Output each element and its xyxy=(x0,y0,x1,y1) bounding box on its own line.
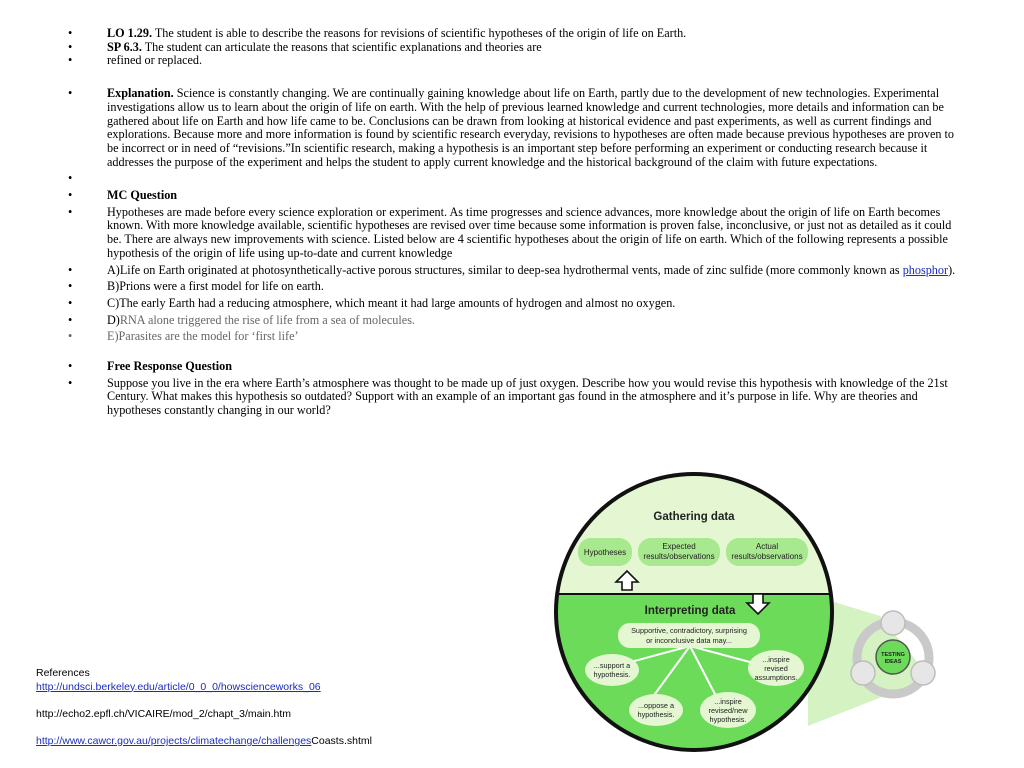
inspire-new-label-2: revised/new xyxy=(708,706,748,715)
option-d-prefix: D) xyxy=(107,312,120,327)
list-item xyxy=(64,330,964,344)
list-item xyxy=(64,206,964,261)
list-item xyxy=(64,360,964,374)
inspire-assumptions-label-1: ...inspire xyxy=(762,655,790,664)
explanation-label: Explanation. xyxy=(107,86,174,101)
option-a-end: ). xyxy=(948,262,956,277)
list-item xyxy=(64,54,964,68)
refined-text: refined or replaced. xyxy=(107,53,203,68)
bullet: • xyxy=(68,188,73,203)
interpreting-title: Interpreting data xyxy=(644,605,736,617)
expected-label-1: Expected xyxy=(662,542,696,551)
bullet: • xyxy=(68,39,73,54)
list-item xyxy=(64,87,964,169)
center-label-1: Supportive, contradictory, surprising xyxy=(631,626,747,635)
reference-link-3[interactable]: http://www.cawcr.gov.au/projects/climatechange/challenges xyxy=(36,734,312,747)
fr-text: Suppose you live in the era where Earth’s atmosphere was thought to be made up of just oxygen. Describe how you would revise this hypothesis with knowledge of the 21st Century. What makes this hypothesis so outdated? Support with an example of an important gas found in the atmosphere and it’s purpose in life. Why are theories and hypotheses constantly changing in our world? xyxy=(107,375,948,418)
actual-label-1: Actual xyxy=(755,542,779,551)
testing-label-1: TESTING xyxy=(881,652,905,658)
list-item xyxy=(64,27,964,41)
option-c: C)The early Earth had a reducing atmosphere, which meant it had large amounts of hydrogen and almost no oxygen. xyxy=(107,295,676,310)
lo-text: The student is able to describe the reasons for revisions of scientific hypotheses of the origin of life on Earth. xyxy=(152,26,687,40)
actual-label-2: results/observations xyxy=(731,552,803,561)
oppose-label-2: hypothesis. xyxy=(637,710,675,719)
fr-heading: Free Response Question xyxy=(107,359,233,374)
testing-label-2: IDEAS xyxy=(884,659,902,665)
expected-label-2: results/observations xyxy=(643,552,715,561)
mc-heading: MC Question xyxy=(107,188,178,203)
option-a: A)Life on Earth originated at photosynthetically-active porous structures, similar to deep-sea hydrothermal vents, made of zinc sulfide (more commonly known as xyxy=(107,262,903,277)
support-label-2: hypothesis. xyxy=(593,670,631,679)
inspire-new-label-1: ...inspire xyxy=(714,697,742,706)
references-section xyxy=(36,667,372,749)
support-label-1: ...support a xyxy=(593,661,631,670)
science-process-diagram xyxy=(550,468,950,758)
reference-link-3-suffix: Coasts.shtml xyxy=(311,734,372,747)
list-item xyxy=(64,189,964,203)
list-item xyxy=(64,280,964,294)
bullet: • xyxy=(68,279,73,294)
phosphor-link[interactable]: phosphor xyxy=(902,262,949,277)
inspire-new-label-3: hypothesis. xyxy=(709,715,747,724)
bullet: • xyxy=(68,26,73,40)
list-item xyxy=(64,264,964,278)
lo-label: LO 1.29. xyxy=(107,26,153,40)
option-d: RNA alone triggered the rise of life from a sea of molecules. xyxy=(119,312,415,327)
bullet: • xyxy=(68,53,73,68)
bullet: • xyxy=(68,312,73,327)
inspire-assumptions-label-3: assumptions. xyxy=(754,673,798,682)
option-e: E)Parasites are the model for ‘first life’ xyxy=(107,329,299,344)
oppose-label-1: ...oppose a xyxy=(637,701,675,710)
list-item xyxy=(64,172,964,186)
reference-text-2: http://echo2.epfl.ch/VICAIRE/mod_2/chapt_3/main.htm xyxy=(36,707,292,720)
sp-text: The student can articulate the reasons that scientific explanations and theories are xyxy=(141,39,542,54)
inspire-assumptions-label-2: revised xyxy=(764,664,788,673)
bullet: • xyxy=(68,329,73,344)
bullet: • xyxy=(68,295,73,310)
bullet: • xyxy=(68,86,73,101)
list-item xyxy=(64,41,964,55)
list-item xyxy=(64,297,964,311)
bullet: • xyxy=(68,359,73,374)
explanation-text: Science is constantly changing. We are continually gaining knowledge about life on Earth, partly due to the development of new technologies. Experimental investigations allow us to learn about the origin of life on earth. With the help of previous learned knowledge and current technologies, more details and information can be gathered about life on Earth and how life came to be. Conclusions can be drawn from looking at historical evidence and past experiments, as well as current findings and explorations. Because more and more information is found by scientific research everyday, revisions to hypotheses are often made because previous hypotheses are proven to be incorrect or in need of “revisions.”In scientific research, making a hypothesis is an important step before performing an experiment or conducting research because it addresses the purpose of the experiment and helps the student to apply current knowledge and the historical background of the claim with future expectations. xyxy=(107,86,954,169)
option-b: B)Prions were a first model for life on earth. xyxy=(107,279,324,294)
list-item xyxy=(64,314,964,328)
center-label-2: or inconclusive data may... xyxy=(646,636,732,645)
list-item xyxy=(64,377,964,418)
gathering-title: Gathering data xyxy=(653,511,735,523)
bullet-list xyxy=(64,27,964,418)
sp-label: SP 6.3. xyxy=(107,39,142,54)
bullet: • xyxy=(68,262,73,277)
bullet: • xyxy=(68,375,73,390)
bullet: • xyxy=(68,204,73,219)
hypotheses-label: Hypotheses xyxy=(583,548,627,557)
references-title: References xyxy=(36,667,90,679)
mc-stem: Hypotheses are made before every science exploration or experiment. As time progresses and science advances, more knowledge about the origin of life on Earth becomes known. With more knowledge available, scientific hypotheses are revised over time because some information is proven false, inconclusive, or just not as detailed as it could be. There are always new improvements with science. Listed below are 4 scientific hypotheses about the origin of life on earth. Which of the following represents a possible hypothesis of the origin of life using up-to-date and current knowledge xyxy=(107,204,952,260)
bullet: • xyxy=(68,171,73,186)
reference-link-1[interactable]: http://undsci.berkeley.edu/article/0_0_0/howscienceworks_06 xyxy=(36,680,321,693)
